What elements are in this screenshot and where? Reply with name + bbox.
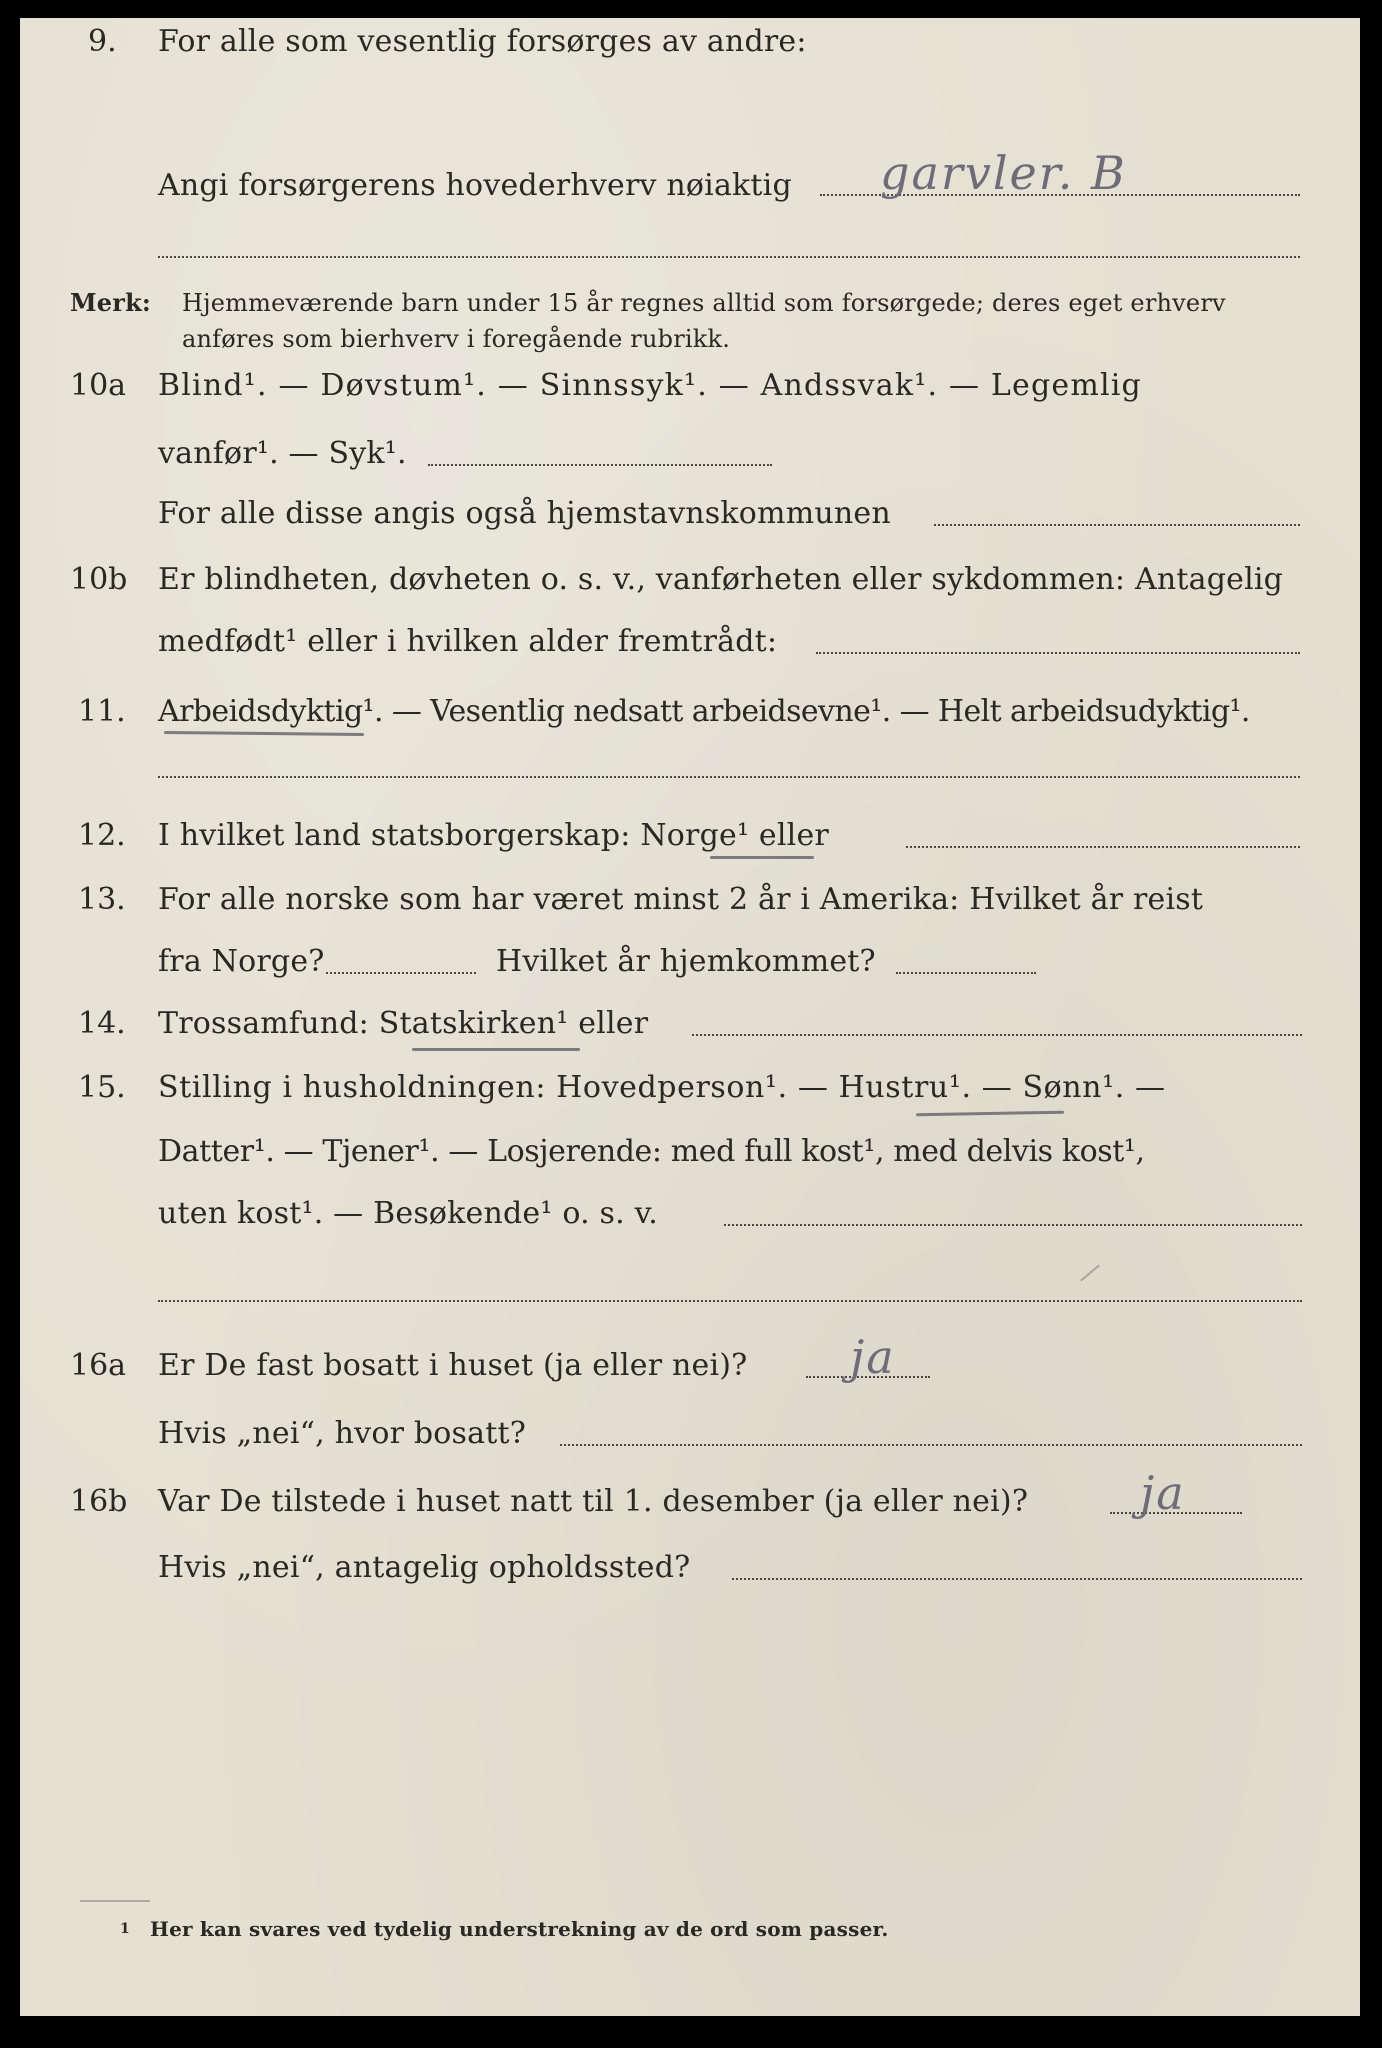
- q15-field[interactable]: [724, 1224, 1302, 1226]
- q15-option-hustru[interactable]: Hustru: [838, 1070, 949, 1105]
- footnote-rule: [80, 1900, 150, 1902]
- q12-field[interactable]: [906, 846, 1300, 848]
- note-line1: Hjemmeværende barn under 15 år regnes alltid som forsørgede; deres eget erhverv: [182, 289, 1226, 317]
- q10a-line2: vanfør¹. — Syk¹.: [158, 436, 407, 471]
- q15-number: 15.: [78, 1070, 126, 1105]
- footnote-marker: 1: [120, 1921, 130, 1937]
- q12-pencil-underline: [710, 856, 814, 859]
- q14-number: 14.: [78, 1006, 126, 1041]
- q15-extra-line[interactable]: [158, 1300, 1302, 1302]
- q10a-line3: For alle disse angis også hjemstavnskommunen: [158, 496, 891, 531]
- q11-line1: Arbeidsdyktig¹. — Vesentlig nedsatt arbeidsevne¹. — Helt arbeidsudyktig¹.: [158, 694, 1250, 729]
- q12-option-norge[interactable]: Norge: [640, 818, 737, 853]
- q9-handwritten-answer: garvler. B: [880, 146, 1127, 200]
- q10a-line1: Blind¹. — Døvstum¹. — Sinnssyk¹. — Andssvak¹. — Legemlig: [158, 368, 1142, 403]
- q10b-number: 10b: [70, 562, 128, 597]
- footnote-text: Her kan svares ved tydelig understrekning av de ord som passer.: [150, 1917, 889, 1941]
- note-label: Merk:: [70, 288, 151, 317]
- q11-number: 11.: [78, 694, 126, 729]
- q13-reist-field[interactable]: [326, 972, 476, 974]
- q11-option-arbeidsdyktig[interactable]: Arbeidsdyktig: [158, 694, 363, 729]
- q16a-bosatt-field[interactable]: [560, 1444, 1302, 1446]
- q16b-number: 16b: [70, 1484, 128, 1519]
- q16b-handwritten-answer: ja: [1140, 1466, 1186, 1520]
- pencil-mark: [1080, 1265, 1100, 1282]
- q16b-line1: Var De tilstede i huset natt til 1. desember (ja eller nei)?: [158, 1484, 1029, 1519]
- q10b-line1: Er blindheten, døvheten o. s. v., vanførheten eller sykdommen: Antagelig: [158, 562, 1284, 597]
- q9-line1: For alle som vesentlig forsørges av andre:: [158, 24, 807, 59]
- q10a-hjemstavn-field[interactable]: [934, 524, 1300, 526]
- q15-line1: Stilling i husholdningen: Hovedperson¹. — Hustru¹. — Sønn¹. —: [158, 1070, 1166, 1105]
- q13-line2b: Hvilket år hjemkommet?: [496, 944, 876, 979]
- q13-line1: For alle norske som har været minst 2 år i Amerika: Hvilket år reist: [158, 882, 1204, 917]
- q11-extra-line[interactable]: [158, 776, 1300, 778]
- q10a-syk-field[interactable]: [428, 464, 772, 466]
- q16a-line1: Er De fast bosatt i huset (ja eller nei)?: [158, 1348, 748, 1383]
- q14-field[interactable]: [692, 1034, 1302, 1036]
- q12-number: 12.: [78, 818, 126, 853]
- q14-option-statskirken[interactable]: Statskirken: [378, 1006, 557, 1041]
- q10a-number: 10a: [70, 368, 127, 403]
- q16b-opholdssted-field[interactable]: [732, 1578, 1302, 1580]
- q16a-line2: Hvis „nei“, hvor bosatt?: [158, 1416, 527, 1451]
- q15-line3: uten kost¹. — Besøkende¹ o. s. v.: [158, 1196, 658, 1231]
- census-form-page: [20, 18, 1360, 2016]
- q16a-handwritten-answer: ja: [850, 1330, 896, 1384]
- q9-extra-line[interactable]: [158, 256, 1300, 258]
- q16a-number: 16a: [70, 1348, 127, 1383]
- q10b-line2: medfødt¹ eller i hvilken alder fremtrådt:: [158, 624, 778, 659]
- q9-line2: Angi forsørgerens hovederhverv nøiaktig: [158, 168, 792, 203]
- q9-number: 9.: [88, 24, 117, 59]
- q16b-line2: Hvis „nei“, antagelig opholdssted?: [158, 1550, 691, 1585]
- q14-line1: Trossamfund: Statskirken¹ eller: [158, 1006, 649, 1041]
- q14-pencil-underline: [412, 1048, 580, 1051]
- q13-number: 13.: [78, 882, 126, 917]
- q13-hjemkommet-field[interactable]: [896, 972, 1036, 974]
- q13-line2a: fra Norge?: [158, 944, 325, 979]
- q15-line2: Datter¹. — Tjener¹. — Losjerende: med full kost¹, med delvis kost¹,: [158, 1134, 1145, 1169]
- note-line2: anføres som bierhverv i foregående rubrikk.: [182, 325, 731, 353]
- q15-pencil-underline: [916, 1111, 1064, 1117]
- q11-pencil-underline: [164, 731, 364, 736]
- q10b-field[interactable]: [816, 652, 1300, 654]
- q12-line1: I hvilket land statsborgerskap: Norge¹ eller: [158, 818, 829, 853]
